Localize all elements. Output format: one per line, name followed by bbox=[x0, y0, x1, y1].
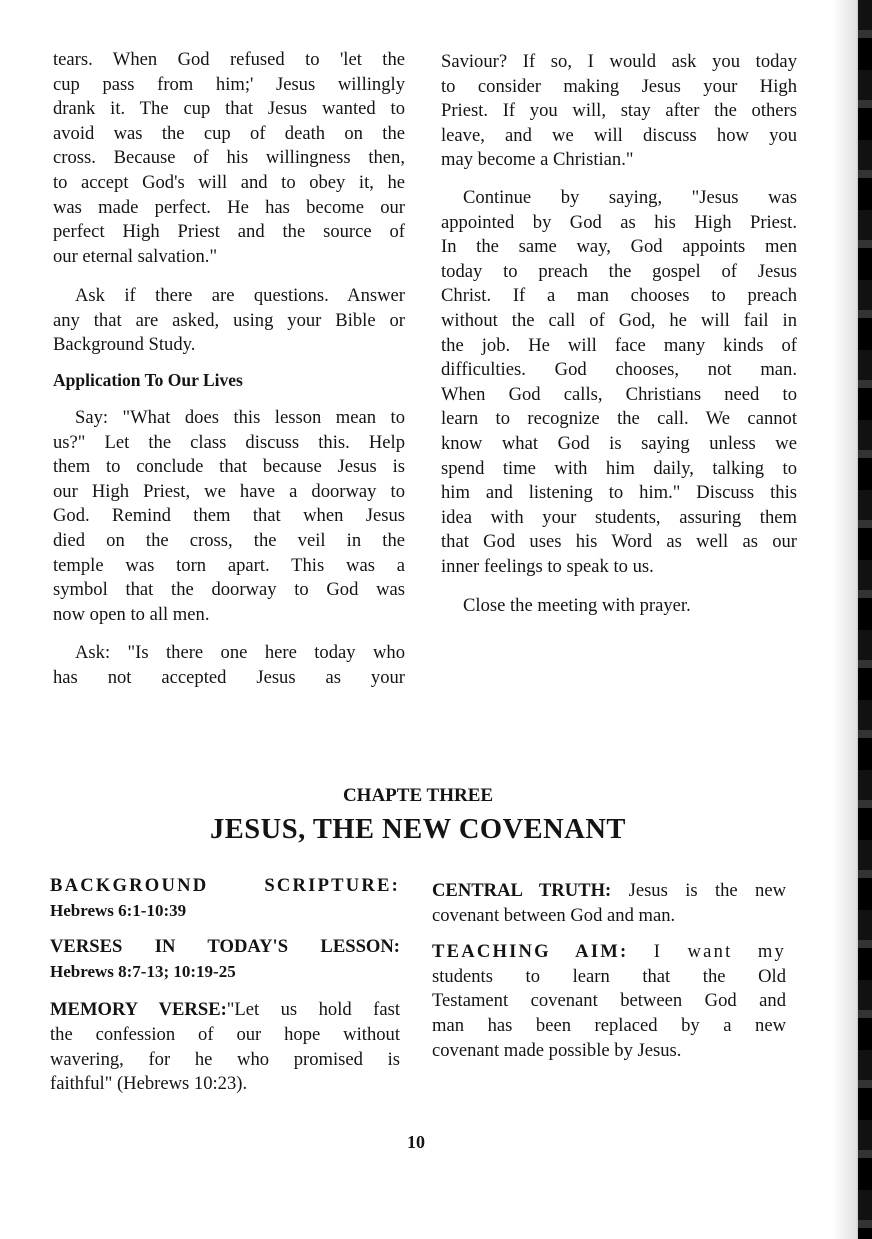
text-line: that God uses his Word as well as our bbox=[441, 531, 797, 553]
text-line: know what God is saying unless we bbox=[441, 432, 797, 454]
background-scripture-label: BACKGROUND SCRIPTURE: bbox=[50, 875, 400, 896]
text-line: to accept God's will and to obey it, he bbox=[53, 171, 405, 193]
text-line: cross. Because of his willingness then, bbox=[53, 147, 405, 169]
text-line: difficulties. God chooses, not man. bbox=[441, 359, 797, 381]
text-line: us?" Let the class discuss this. Help bbox=[53, 431, 405, 453]
text-line: died on the cross, the veil in the bbox=[53, 529, 405, 551]
text-line: avoid was the cup of death on the bbox=[53, 122, 405, 144]
text-line: Close the meeting with prayer. bbox=[463, 595, 691, 616]
teaching-aim-label: TEACHING AIM: bbox=[432, 941, 629, 963]
chapter-label: CHAPTE THREE bbox=[342, 785, 494, 806]
text-line: tears. When God refused to 'let the bbox=[53, 49, 405, 70]
text-line: symbol that the doorway to God was bbox=[53, 579, 405, 601]
text-line: has not accepted Jesus as your bbox=[53, 666, 405, 688]
text-line: to consider making Jesus your High bbox=[441, 75, 797, 97]
central-truth-label: CENTRAL TRUTH: bbox=[432, 880, 612, 901]
text-line: idea with your students, assuring them bbox=[441, 506, 797, 528]
lesson-info-right bbox=[432, 879, 786, 1063]
text-line: inner feelings to speak to us. bbox=[441, 555, 654, 577]
text-line: Christ. If a man chooses to preach bbox=[441, 285, 797, 307]
memory-verse-text: "Let us hold fast bbox=[226, 999, 400, 1021]
background-scripture-value: Hebrews 6:1-10:39 bbox=[50, 900, 187, 920]
text-line: Continue by saying, "Jesus was bbox=[463, 187, 797, 208]
text-line: them to conclude that because Jesus is bbox=[53, 456, 405, 478]
text-line: learn to recognize the call. We cannot bbox=[441, 408, 797, 430]
page-number: 10 bbox=[407, 1132, 425, 1152]
right-paragraph-3 bbox=[441, 594, 797, 619]
text-line: the job. He will face many kinds of bbox=[441, 334, 797, 356]
verses-value: Hebrews 8:7-13; 10:19-25 bbox=[50, 961, 236, 981]
text-line: Priest. If you will, stay after the others bbox=[441, 100, 797, 122]
text-line: was made perfect. He has become our bbox=[53, 196, 405, 218]
text-line: may become a Christian." bbox=[441, 149, 634, 171]
text-line: drank it. The cup that Jesus wanted to bbox=[53, 98, 405, 120]
text-line: Say: "What does this lesson mean to bbox=[75, 407, 405, 428]
teaching-aim-line: man has been replaced by a new bbox=[432, 1014, 786, 1036]
left-paragraph-3 bbox=[53, 406, 405, 627]
text-line: Ask if there are questions. Answer bbox=[75, 285, 405, 306]
text-line: him and listening to him." Discuss this bbox=[441, 482, 797, 504]
teaching-aim-line: covenant made possible by Jesus. bbox=[432, 1039, 682, 1061]
text-line: now open to all men. bbox=[53, 603, 210, 625]
lesson-info-left bbox=[50, 874, 400, 1097]
text-line: When God calls, Christians need to bbox=[441, 383, 797, 405]
memory-verse-line: wavering, for he who promised is bbox=[50, 1048, 400, 1070]
text-line: Saviour? If so, I would ask you today bbox=[441, 51, 797, 72]
text-line: any that are asked, using your Bible or bbox=[53, 309, 405, 331]
memory-verse-line-1 bbox=[50, 998, 400, 1023]
text-line: God. Remind them that when Jesus bbox=[53, 505, 405, 527]
memory-verse-label: MEMORY VERSE: bbox=[50, 999, 227, 1021]
text-line: our eternal salvation." bbox=[53, 245, 218, 267]
text-line: spend time with him daily, talking to bbox=[441, 457, 797, 479]
central-truth-text: Jesus is the new bbox=[611, 880, 786, 901]
central-truth-line-1 bbox=[432, 879, 786, 904]
teaching-aim-text: I want my bbox=[628, 941, 786, 963]
text-line: our High Priest, we have a doorway to bbox=[53, 480, 405, 502]
teaching-aim-line: Testament covenant between God and bbox=[432, 990, 786, 1012]
text-line: today to preach the gospel of Jesus bbox=[441, 260, 797, 282]
text-line: leave, and we will discuss how you bbox=[441, 124, 797, 146]
text-line: Ask: "Is there one here today who bbox=[75, 642, 405, 663]
teaching-aim-line-1 bbox=[432, 940, 786, 965]
right-paragraph-2 bbox=[441, 186, 797, 580]
memory-verse-line: the confession of our hope without bbox=[50, 1023, 400, 1045]
left-paragraph-2 bbox=[53, 284, 405, 358]
text-line: temple was torn apart. This was a bbox=[53, 554, 405, 576]
memory-verse-line: faithful" (Hebrews 10:23). bbox=[50, 1073, 248, 1095]
text-line: cup pass from him;' Jesus willingly bbox=[53, 73, 405, 95]
right-paragraph-1 bbox=[441, 50, 797, 173]
text-line: Background Study. bbox=[53, 334, 196, 356]
left-paragraph-4 bbox=[53, 641, 405, 690]
text-line: In the same way, God appoints men bbox=[441, 236, 797, 258]
text-line: without the call of God, he will fail in bbox=[441, 309, 797, 331]
central-truth-line: covenant between God and man. bbox=[432, 904, 676, 926]
chapter-title: JESUS, THE NEW COVENANT bbox=[210, 814, 626, 845]
left-paragraph-1 bbox=[53, 48, 405, 269]
verses-label: VERSES IN TODAY'S LESSON: bbox=[50, 936, 400, 958]
text-line: perfect High Priest and the source of bbox=[53, 221, 405, 243]
text-line: appointed by God as his High Priest. bbox=[441, 211, 797, 233]
scan-edge-strip bbox=[858, 0, 872, 1239]
section-heading-application: Application To Our Lives bbox=[53, 370, 243, 390]
teaching-aim-line: students to learn that the Old bbox=[432, 965, 786, 987]
